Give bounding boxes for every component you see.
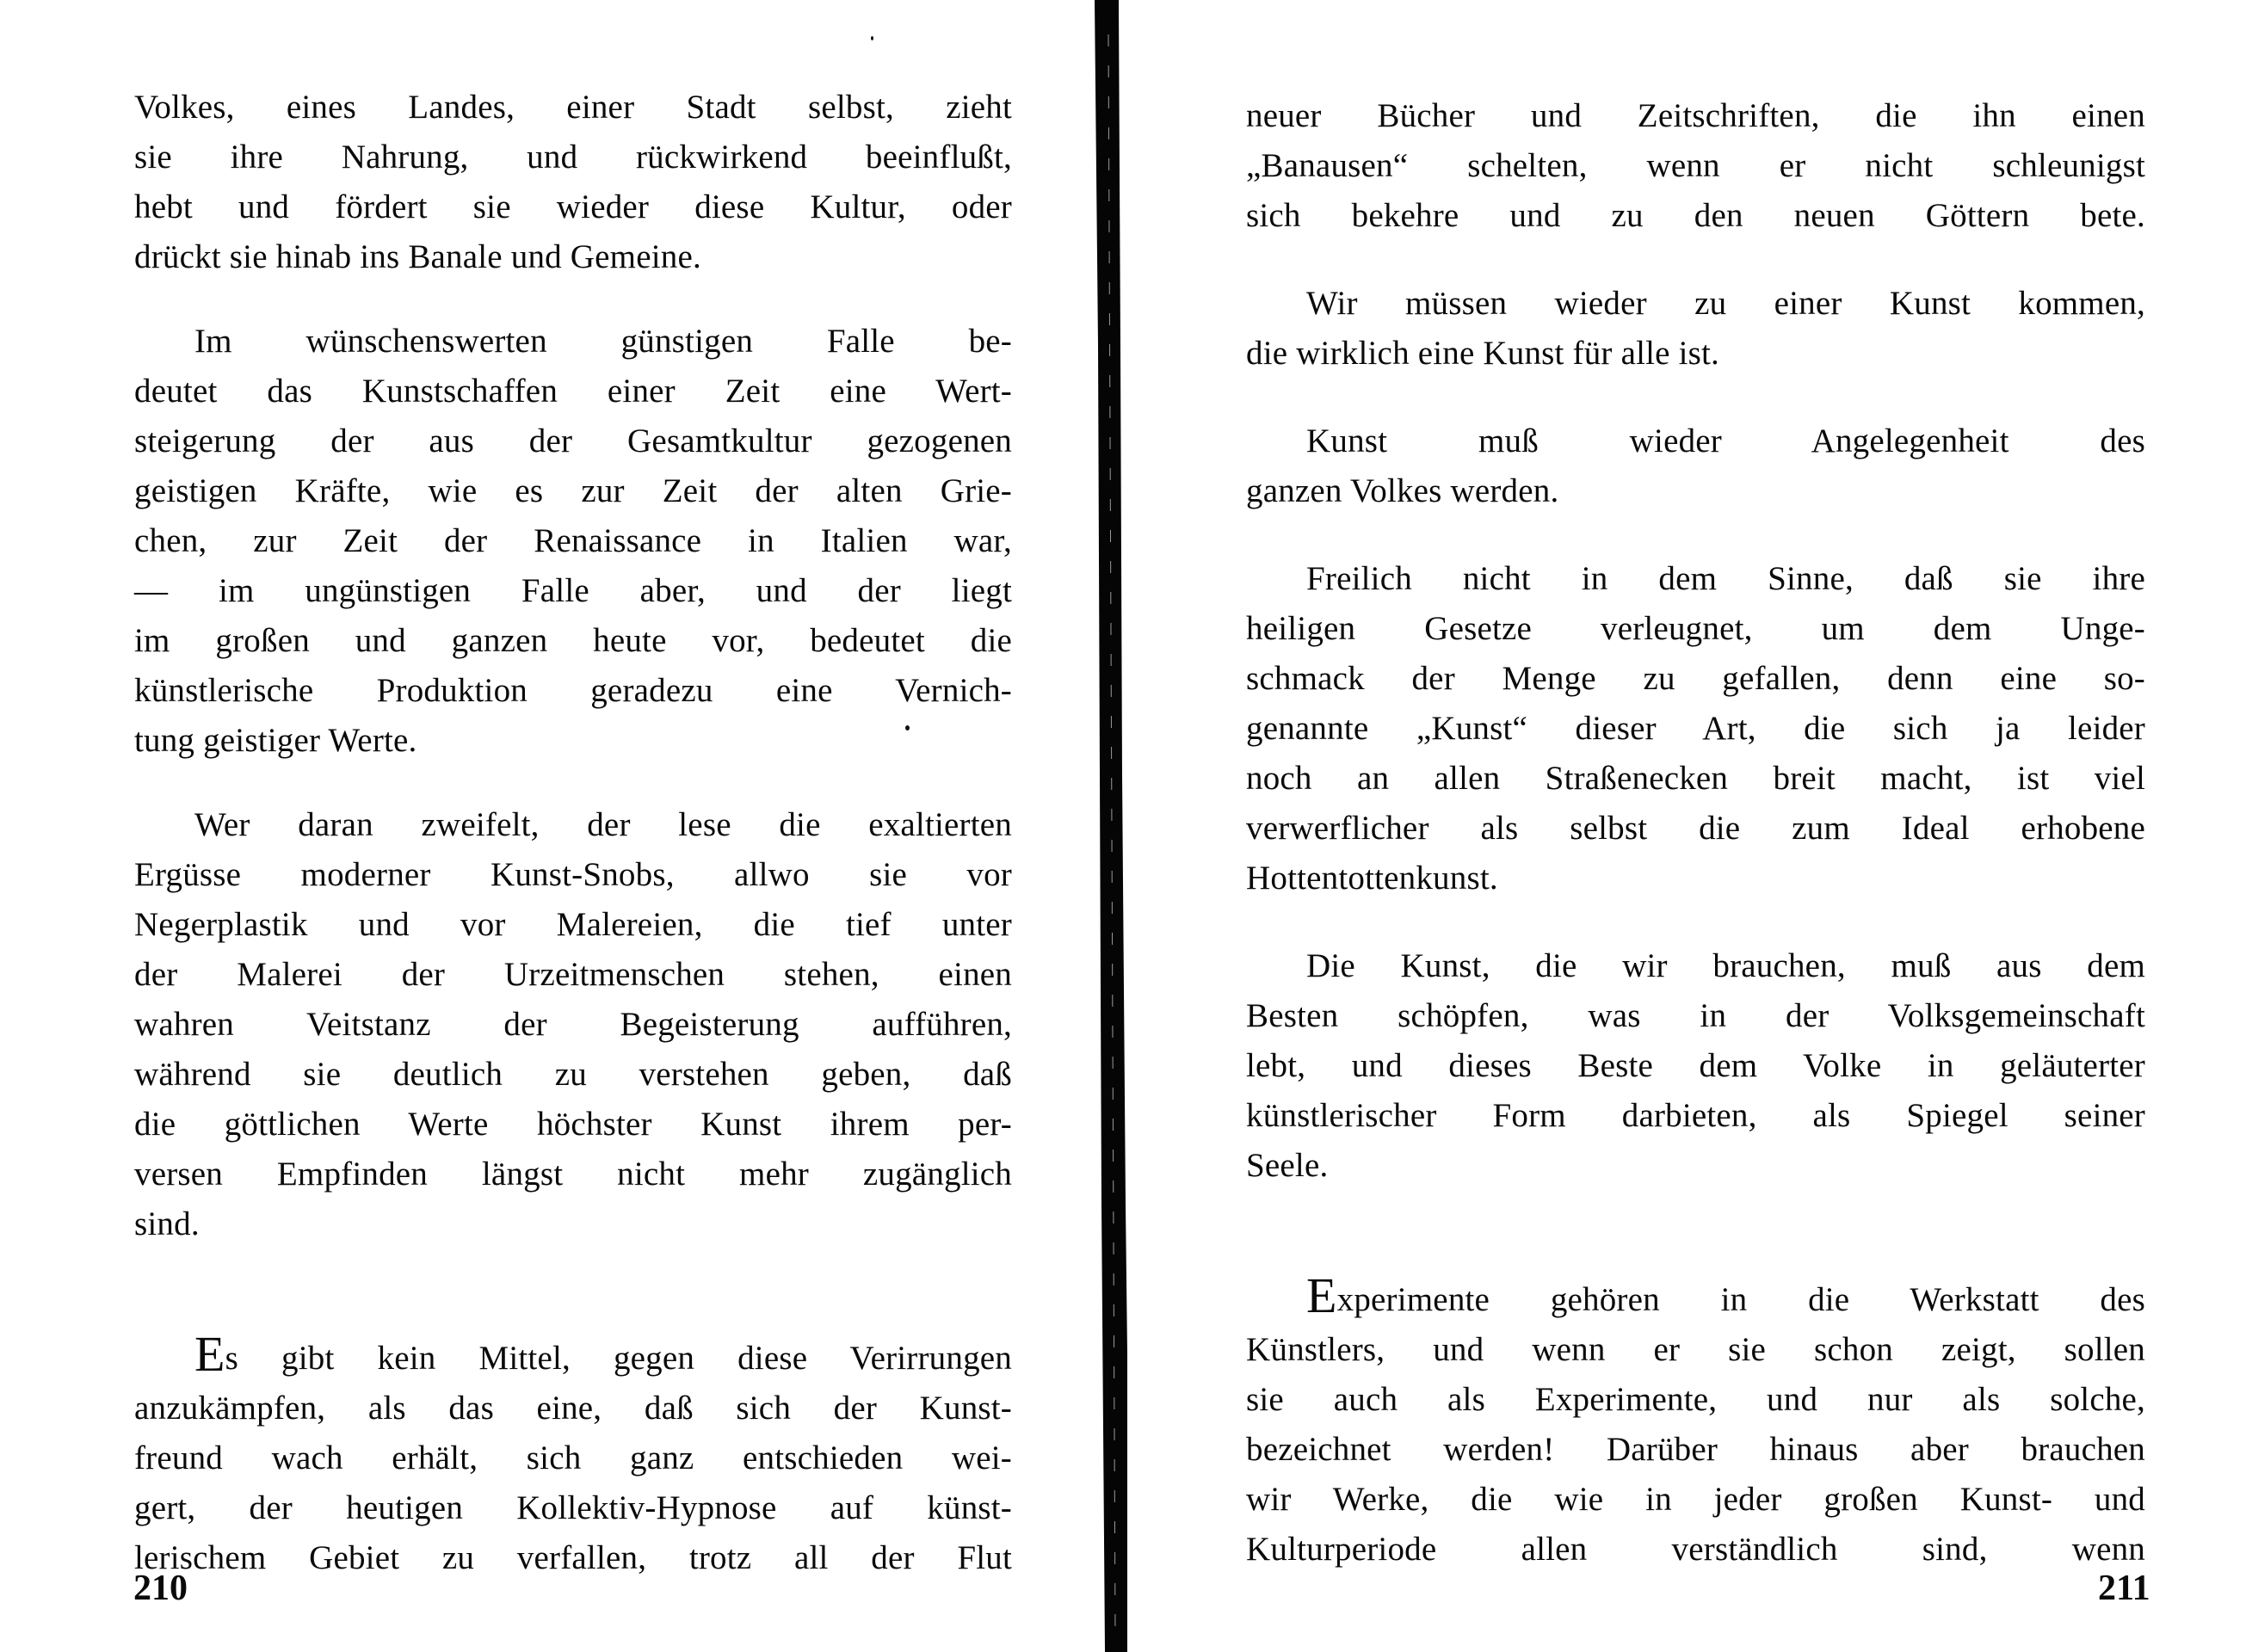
- text-line: schmack der Menge zu gefallen, denn eine so-: [1246, 660, 2145, 697]
- text-line: Ergüsse moderner Kunst-Snobs, allwo sie vor: [134, 856, 1012, 893]
- right-page: [1127, 0, 2246, 1652]
- paragraph: [134, 800, 1012, 1249]
- paragraph: [1246, 554, 2145, 903]
- text-line: freund wach erhält, sich ganz entschieden wei-: [134, 1439, 1012, 1476]
- text-line: drückt sie hinab ins Banale und Gemeine.: [134, 238, 701, 275]
- text-line: deutet das Kunstschaffen einer Zeit eine Wert-: [134, 373, 1012, 410]
- text-line: während sie deutlich zu verstehen geben, daß: [134, 1056, 1012, 1093]
- text-line: noch an allen Straßenecken breit macht, ist viel: [1246, 760, 2145, 797]
- text-line: wir Werke, die wie in jeder großen Kunst- und: [1246, 1481, 2145, 1518]
- text-line: sich bekehre und zu den neuen Göttern bete.: [1246, 197, 2145, 234]
- text-line: gert, der heutigen Kollektiv-Hypnose auf künst-: [134, 1489, 1012, 1526]
- text-line: heiligen Gesetze verleugnet, um dem Unge-: [1246, 610, 2145, 647]
- right-page-text: [1246, 91, 2145, 1575]
- text-line: sie auch als Experimente, und nur als solche,: [1246, 1381, 2145, 1418]
- left-page-text: [134, 83, 1012, 1583]
- text-line: ganzen Volkes werden.: [1246, 472, 1559, 509]
- text-line: im großen und ganzen heute vor, bedeutet die: [134, 622, 1012, 659]
- text-line: Besten schöpfen, was in der Volksgemeinschaft: [1246, 997, 2145, 1034]
- text-line: der Malerei der Urzeitmenschen stehen, einen: [134, 956, 1012, 993]
- text-line: anzukämpfen, als das eine, daß sich der Kunst-: [134, 1390, 1012, 1427]
- text-line: steigerung der aus der Gesamtkultur gezogenen: [134, 422, 1012, 459]
- text-line: künstlerischer Form darbieten, als Spiegel seiner: [1246, 1097, 2145, 1134]
- paragraph: [1246, 416, 2145, 516]
- text-line: Hottentottenkunst.: [1246, 860, 1498, 897]
- text-line: Kulturperiode allen verständlich sind, wenn: [1246, 1531, 2145, 1568]
- paragraph: [134, 83, 1012, 282]
- text-line: Kunst muß wieder Angelegenheit des: [1306, 422, 2145, 459]
- text-line: geistigen Kräfte, wie es zur Zeit der alten Grie-: [134, 472, 1012, 509]
- text-line: [1246, 1267, 2145, 1325]
- text-line: Wer daran zweifelt, der lese die exaltierten: [194, 806, 1012, 843]
- section-paragraph: [1246, 1267, 2145, 1575]
- left-page: [0, 0, 1093, 1652]
- text-line: genannte „Kunst“ dieser Art, die sich ja leider: [1246, 710, 2145, 747]
- text-line: Negerplastik und vor Malereien, die tief unter: [134, 906, 1012, 943]
- text-line: die göttlichen Werte höchster Kunst ihrem per-: [134, 1106, 1012, 1143]
- text-line: — im ungünstigen Falle aber, und der liegt: [134, 572, 1012, 609]
- paragraph: [1246, 91, 2145, 241]
- text-line: versen Empfinden längst nicht mehr zugänglich: [134, 1156, 1012, 1193]
- text-line: Freilich nicht in dem Sinne, daß sie ihre: [1306, 560, 2145, 597]
- section-paragraph: [134, 1326, 1012, 1583]
- text-line: neuer Bücher und Zeitschriften, die ihn einen: [1246, 97, 2145, 134]
- print-speck: [905, 725, 910, 730]
- text-line: lebt, und dieses Beste dem Volke in geläuterter: [1246, 1047, 2145, 1084]
- print-speck: [871, 36, 873, 40]
- text-line: chen, zur Zeit der Renaissance in Italien war,: [134, 522, 1012, 559]
- text-line: Seele.: [1246, 1147, 1329, 1184]
- text-line-rest: xperimente gehören in die Werkstatt des: [1336, 1281, 2145, 1318]
- text-line: Im wünschenswerten günstigen Falle be-: [194, 323, 1012, 360]
- paragraph: [1246, 279, 2145, 379]
- text-line: „Banausen“ schelten, wenn er nicht schleunigst: [1246, 147, 2145, 184]
- text-line: lerischem Gebiet zu verfallen, trotz all der Flut: [134, 1539, 1012, 1576]
- text-line: tung geistiger Werte.: [134, 722, 417, 759]
- page-number: 211: [2098, 1569, 2150, 1608]
- text-line: Volkes, eines Landes, einer Stadt selbst, zieht: [134, 89, 1012, 126]
- text-line: [134, 1326, 1012, 1384]
- text-line: Wir müssen wieder zu einer Kunst kommen,: [1306, 285, 2145, 322]
- gutter-band: [1095, 0, 1131, 1652]
- text-line: sind.: [134, 1205, 200, 1242]
- initial-letter: E: [194, 1326, 225, 1382]
- text-line: künstlerische Produktion geradezu eine Vernich-: [134, 672, 1012, 709]
- text-line: hebt und fördert sie wieder diese Kultur, oder: [134, 188, 1012, 225]
- paragraph: [1246, 941, 2145, 1191]
- text-line: Künstlers, und wenn er sie schon zeigt, sollen: [1246, 1331, 2145, 1368]
- text-line-rest: s gibt kein Mittel, gegen diese Verirrungen: [225, 1340, 1012, 1377]
- page-number: 210: [133, 1569, 188, 1608]
- paragraph: [134, 317, 1012, 766]
- text-line: wahren Veitstanz der Begeisterung aufführen,: [134, 1006, 1012, 1043]
- text-line: sie ihre Nahrung, und rückwirkend beeinflußt,: [134, 139, 1012, 176]
- initial-letter: E: [1306, 1267, 1337, 1323]
- text-line: bezeichnet werden! Darüber hinaus aber brauchen: [1246, 1431, 2145, 1468]
- text-line: verwerflicher als selbst die zum Ideal erhobene: [1246, 810, 2145, 847]
- text-line: Die Kunst, die wir brauchen, muß aus dem: [1306, 947, 2145, 984]
- text-line: die wirklich eine Kunst für alle ist.: [1246, 335, 1720, 372]
